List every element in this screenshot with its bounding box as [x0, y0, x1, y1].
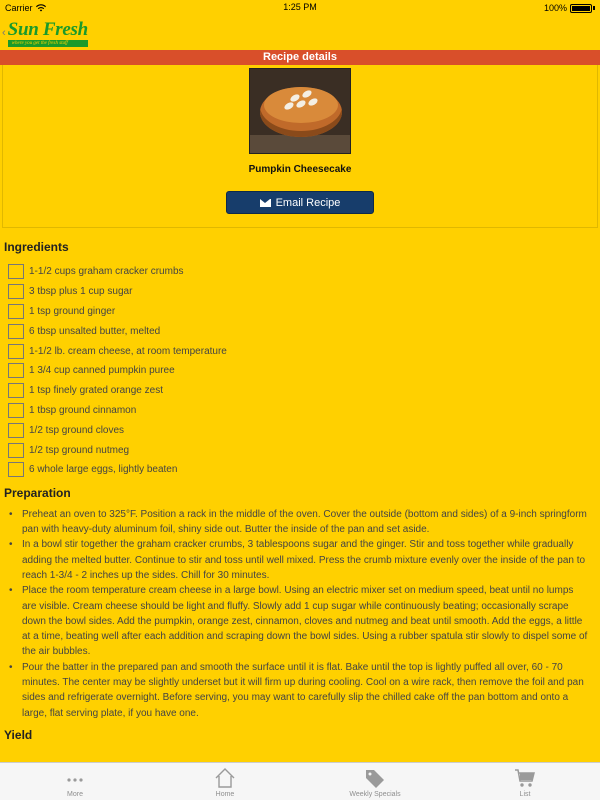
tab-home[interactable]: [150, 763, 300, 800]
status-right: [544, 3, 595, 13]
tab-weekly-specials-label: Weekly Specials: [349, 791, 401, 798]
ingredient-item[interactable]: [8, 341, 600, 361]
status-left: [5, 3, 46, 13]
ingredient-checkbox[interactable]: [8, 264, 24, 279]
ingredient-checkbox[interactable]: [8, 304, 24, 319]
ingredient-checkbox[interactable]: [8, 344, 24, 359]
shopping-cart-icon: [513, 767, 537, 789]
tab-more[interactable]: [0, 763, 150, 800]
ingredient-item[interactable]: [8, 302, 600, 322]
sun-fresh-logo: [8, 20, 88, 47]
ingredient-label: 1/2 tsp ground cloves: [29, 424, 125, 436]
ingredient-checkbox[interactable]: [8, 363, 24, 378]
preparation-step: • Preheat an oven to 325°F. Position a rack in the middle of the oven. Cover the outside (bottom and sides) of a 9-inch springform pan with heavy-duty aluminum foil, shiny side out. Butter the inside of the pan and set aside.: [22, 507, 590, 538]
ingredient-checkbox[interactable]: [8, 403, 24, 418]
recipe-card: [2, 65, 598, 228]
ingredient-label: 1 3/4 cup canned pumpkin puree: [29, 365, 175, 377]
price-tag-icon: [363, 767, 387, 789]
home-icon: [213, 767, 237, 789]
ingredient-checkbox[interactable]: [8, 443, 24, 458]
battery-percent: 100%: [543, 3, 567, 13]
section-title: Recipe details: [0, 50, 600, 65]
yield-heading: Yield: [4, 727, 33, 742]
status-time: 1:25 PM: [283, 2, 317, 12]
ingredient-label: 1-1/2 lb. cream cheese, at room temperature: [29, 345, 227, 357]
tab-list[interactable]: [450, 763, 600, 800]
envelope-icon: [260, 199, 271, 207]
nav-bar: [0, 16, 600, 50]
ingredient-item[interactable]: [8, 460, 600, 480]
preparation-list: [0, 507, 600, 721]
ingredient-checkbox[interactable]: [8, 383, 24, 398]
tab-weekly-specials[interactable]: [300, 763, 450, 800]
email-recipe-label: Email Recipe: [275, 196, 341, 209]
logo-title: Sun Fresh: [7, 18, 88, 40]
tab-more-label: More: [67, 791, 83, 798]
carrier-label: Carrier: [5, 3, 33, 13]
ingredient-item[interactable]: [8, 262, 600, 282]
ingredient-list: [0, 262, 600, 480]
ingredient-item[interactable]: [8, 361, 600, 381]
logo-tagline: where you get the fresh stuff: [8, 40, 88, 47]
preparation-step: • In a bowl stir together the graham cracker crumbs, 3 tablespoons sugar and the ginger. Stir and toss together while gradually adding the melted butter. Continue to stir and toss until well mixed. Press the crumb mixture evenly over the inside of the pan to reach 1-3/4 - 2 inches up the sides. Chill for 30 minutes.: [22, 537, 590, 583]
ingredient-label: 1-1/2 cups graham cracker crumbs: [29, 266, 184, 278]
ingredient-item[interactable]: [8, 440, 600, 460]
preparation-step: • Pour the batter in the prepared pan and smooth the surface until it is flat. Bake until the top is lightly puffed all over, 60 - 70 minutes. The center may be slightly underset but it will firm up during cooling. Cool on a wire rack, then remove the foil and pan sides and refrigerate overnight. Before serving, you may want to carefully slip the chilled cake off the pan bottom and onto a large, flat serving plate, if you have one.: [22, 660, 590, 721]
ingredient-item[interactable]: [8, 381, 600, 401]
ingredients-heading: Ingredients: [4, 240, 69, 254]
ingredient-label: 1 tsp ground ginger: [29, 305, 116, 317]
ingredient-label: 1/2 tsp ground nutmeg: [29, 444, 130, 456]
ingredient-item[interactable]: [8, 401, 600, 421]
ingredient-label: 6 whole large eggs, lightly beaten: [29, 464, 178, 476]
plate-shape: [250, 135, 350, 153]
ingredient-checkbox[interactable]: [8, 284, 24, 299]
ingredient-label: 6 tbsp unsalted butter, melted: [29, 325, 161, 337]
ingredient-checkbox[interactable]: [8, 324, 24, 339]
email-recipe-button[interactable]: [226, 191, 374, 214]
ingredient-label: 1 tbsp ground cinnamon: [29, 404, 137, 416]
back-chevron-icon[interactable]: ‹: [2, 27, 6, 39]
ingredient-item[interactable]: [8, 420, 600, 440]
ingredient-label: 3 tbsp plus 1 cup sugar: [29, 286, 133, 298]
battery-tip: [593, 6, 595, 10]
status-bar: [0, 0, 600, 16]
preparation-heading: Preparation: [4, 485, 71, 500]
recipe-name: Pumpkin Cheesecake: [248, 164, 352, 175]
ingredient-checkbox[interactable]: [8, 462, 24, 477]
ingredient-label: 1 tsp finely grated orange zest: [29, 385, 163, 397]
ingredient-item[interactable]: [8, 282, 600, 302]
tab-home-label: Home: [215, 791, 235, 798]
more-dots-icon: [64, 771, 86, 789]
battery-icon: [570, 4, 592, 13]
ingredient-item[interactable]: [8, 321, 600, 341]
ingredient-checkbox[interactable]: [8, 423, 24, 438]
preparation-step: • Place the room temperature cream cheese in a large bowl. Using an electric mixer set on medium speed, beat until no lumps are visible. Cream cheese should be light and fluffy. Slowly add 1 cup sugar while continuously beating; occasionally scrape down the bowl sides. Add the pumpkin, orange zest, cinnamon, cloves and nutmeg and beat until smooth. Add the eggs, a little at a time, beating well after each addition and scraping down the bowl sides. Using a rubber spatula stir slowly to dispel some of the air bubbles.: [22, 583, 590, 659]
wifi-icon: [36, 4, 46, 12]
tab-list-label: List: [519, 791, 531, 798]
tab-bar: [0, 762, 600, 800]
recipe-image: [249, 68, 351, 154]
